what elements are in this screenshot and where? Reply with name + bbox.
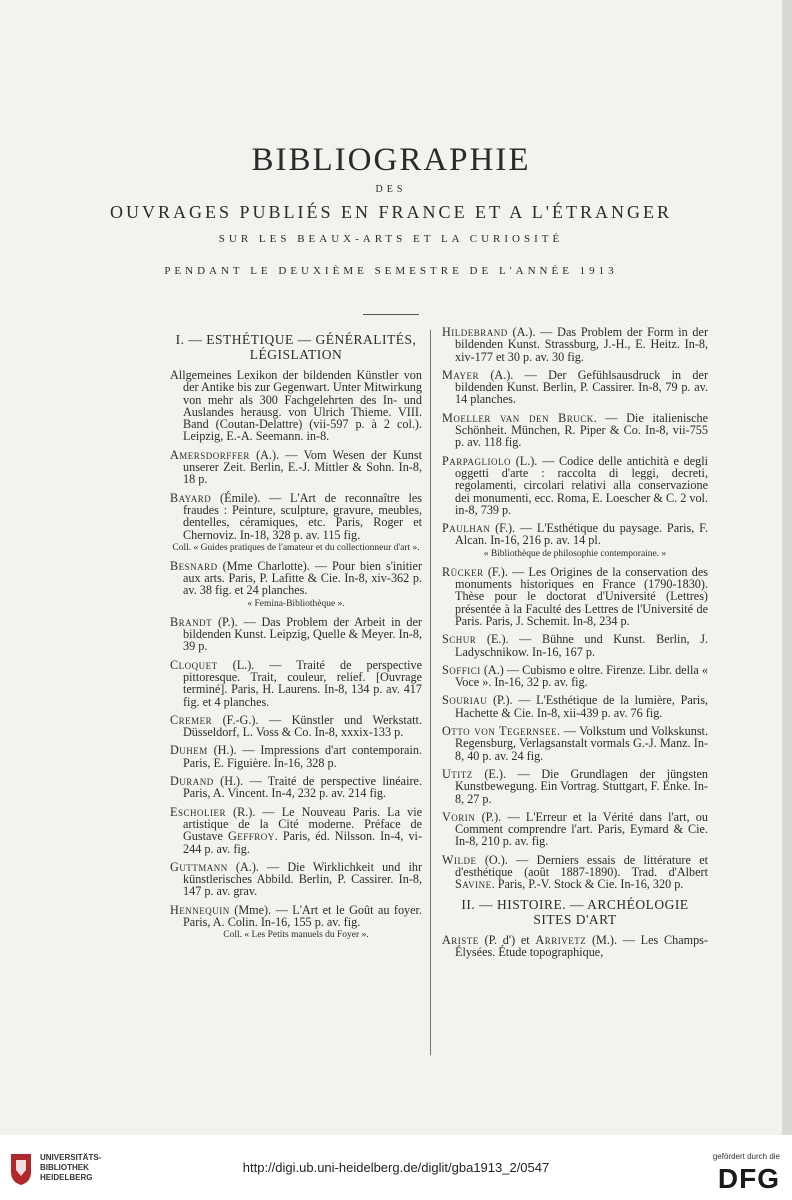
series-note: Coll. « Les Petits manuels du Foyer ». [223,930,369,941]
funding-caption: gefördert durch die [712,1152,780,1161]
bib-entry [442,694,708,719]
author: Moeller van den Bruck [442,410,594,425]
subtitle-ouvrages: OUVRAGES PUBLIÉS EN FRANCE ET A L'ÉTRANGER [110,202,672,222]
entry-text: . — Die italienische Schönheit. München, R. Piper & Co. In-8, vii-755 p. av. 118 fig. [455,410,708,450]
preface-author: Geffroy [227,829,275,844]
entry-text: . Paris, éd. Nilsson. In-4, vi-244 p. av. fig. [183,829,423,856]
source-url[interactable]: http://digi.ub.uni-heidelberg.de/diglit/gba1913_2/0547 [242,1160,550,1175]
translator: Savine [455,877,492,892]
author: Soffici [442,662,481,677]
bib-entry [442,566,708,627]
author: Vorin [442,809,476,824]
bib-entry [170,659,422,708]
bib-entry: Allgemeines Lexikon der bildenden Künstler von der Antike bis zur Gegenwart. Unter Mitwirkung von mehr als 300 Fachgelehrten des In- und Auslandes herausg. von Ulrich Thieme. VIII. Band (Coutan-Delattre) (vii-597 p. à 2 col.). Leipzig, E.-A. Seemann. in-8. [170,368,422,444]
bib-entry [170,714,422,739]
entry-text: (E.). — Die Grundlagen der jüngsten Kunstbewegung. Ein Vortrag. Stuttgart, F. Enke. In-8, 27 p. [455,766,708,806]
entry-text: (P.). — Das Problem der Arbeit in der bildenden Kunst. Leipzig, Quelle & Meyer. In-8, 39 p. [183,614,422,654]
series-note: « Femina-Bibliothèque ». [247,598,345,609]
entry-text: (F.-G.). — Künstler und Werkstatt. Düsseldorf, L. Voss & Co. In-8, xxxix-133 p. [183,712,422,740]
subtitle-des: DES [375,184,407,195]
subtitle-pendant: PENDANT LE DEUXIÈME SEMESTRE DE L'ANNÉE 1913 [164,265,618,277]
author: Guttmann [170,859,228,874]
bib-entry [442,455,708,516]
author: Durand [170,774,214,789]
subtitle-sur: SUR LES BEAUX-ARTS ET LA CURIOSITÉ [218,233,564,245]
entry-text: (R.). — Le Nouveau Paris. La vie artistique de la Cité moderne. Préface de Gustave [183,804,422,844]
entry-text: (H.). — Impressions d'art contemporain. Paris, E. Figuière. In-16, 328 p. [183,743,422,770]
dfg-logo: DFG [717,1163,780,1194]
entry-text: (H.). — Traité de perspective linéaire. Paris, A. Vincent. In-4, 232 p. av. 214 fig. [183,774,422,801]
section-heading-2: II. — HISTOIRE. — ARCHÉOLOGIE SITES D'ART [461,896,689,927]
author: Brandt [170,614,213,629]
bib-entry [442,412,708,449]
author: Otto von Tegernsee [442,724,558,739]
entry-text: (O.). — Derniers essais de littérature et d'esthétique (août 1887-1890). Trad. d'Albert [455,852,708,879]
author: Amersdorffer [170,447,250,462]
author: Rücker [442,564,484,579]
bib-entry [442,768,708,805]
author: Ariste [442,932,479,947]
bib-entry [442,854,708,891]
bib-entry [170,616,422,653]
author: Paulhan [442,521,491,536]
author: Schur [442,632,477,647]
author: Cremer [170,712,213,727]
author: Arrivetz [535,932,587,947]
author: Hennequin [170,902,230,917]
bib-entry [170,806,422,855]
author: Duhem [170,743,208,758]
entry-text: (P.). — L'Erreur et la Vérité dans l'art, ou Comment comprendre l'art. Paris, Eymard & Cie. In-8, 210 p. av. fig. [455,809,708,849]
bib-entry [442,326,708,363]
library-line: UNIVERSITÄTS- [40,1153,102,1162]
author: Escholier [170,804,226,819]
entry-text: (P.). — L'Esthétique de la lumière, Paris, Hachette & Cie. In-8, xii-439 p. av. 76 fig. [455,693,708,720]
bib-entry [442,633,708,658]
page-title: BIBLIOGRAPHIE [251,142,531,178]
author: Cloquet [170,657,218,672]
entry-text: (F.). — L'Esthétique du paysage. Paris, F. Alcan. In-16, 216 p. av. 14 pl. [455,521,708,548]
author: Wilde [442,852,477,867]
entry-text: (M.). — Les Champs-Élysées. Étude topographique, [455,932,708,959]
bib-entry [442,934,708,959]
author: Parpagliolo [442,453,511,468]
entry-text: (A.). — Der Gefühlsausdruck in der bildenden Kunst. Berlin, P. Cassirer. In-8, 79 p. av. 14 planches. [455,367,708,407]
bib-entry [442,725,708,762]
entry-text: (F.). — Les Origines de la conservation des monuments historiques en France (1790-1830). Thèse pour le doctorat d'Université (Lettres) présentée à la Faculté des Lettres de l'Université de Paris. Paris, J. Schemit. In-8, 234 p. [455,564,708,628]
left-column [170,326,422,947]
bib-entry [170,560,422,597]
entry-text: . — Volkstum und Volkskunst. Regensburg, Verlagsanstalt vormals G.-J. Manz. In-8, 40 p. av. 24 fig. [455,724,708,763]
bib-entry [442,522,708,547]
bib-entry [170,775,422,800]
entry-text: (L.). — Traité de perspective pittoresque. Trait, couleur, relief. [Ouvrage terminé]. Paris, H. Laurens. In-8, 134 p. av. 417 fig. et 4 planches. [183,657,422,709]
page-edge [782,0,792,1135]
author: Mayer [442,367,480,382]
entry-text: . Paris, P.-V. Stock & Cie. In-16, 320 p. [491,877,684,892]
entry-text: (L.). — Codice delle antichità e degli oggetti d'arte : raccolta di leggi, decreti, regolamenti, circolari relativi alla conservazione dei monumenti, ecc. Roma, E. Loescher & C. 2 vol. in-8, 739 p. [455,453,708,517]
bib-entry [170,744,422,769]
bib-entry [170,449,422,486]
author: Souriau [442,693,488,708]
entry-text: (A.). — Die Wirklichkeit und ihr künstlerisches Abbild. Berlin, P. Cassirer. In-8, 147 p. av. grav. [183,859,422,899]
author: Hildebrand [442,325,508,339]
entry-text: (Mme Charlotte). — Pour bien s'initier aux arts. Paris, P. Lafitte & Cie. In-8, xiv-362 p. av. 38 fig. et 24 planches. [183,558,422,598]
entry-text: (A.) — Cubismo e oltre. Firenze. Libr. della « Voce ». In-16, 32 p. av. fig. [455,662,708,690]
entry-text: (A.). — Vom Wesen der Kunst unserer Zeit. Berlin, E.-J. Mittler & Sohn. In-8, 18 p. [183,447,422,487]
series-note: Coll. « Guides pratiques de l'amateur et du collectionneur d'art ». [172,542,420,553]
title-rule [363,314,419,315]
entry-text: (Mme). — L'Art et le Goût au foyer. Paris, A. Colin. In-16, 155 p. av. fig. [183,902,422,929]
entry-text: (A.). — Das Problem der Form in der bildenden Kunst. Strassburg, J.-H., E. Heitz. In-8, xiv-177 et 30 p. av. 30 fig. [455,325,708,364]
author: Bayard [170,490,212,505]
author: Utitz [442,766,473,781]
bib-entry [442,811,708,848]
bib-entry [170,904,422,929]
bib-entry [442,369,708,406]
column-divider [430,330,431,1055]
bib-entry [170,861,422,898]
author: Besnard [170,558,218,573]
bib-entry [170,492,422,541]
right-column [442,326,708,964]
library-line: BIBLIOTHEK [40,1163,89,1172]
section-heading: I. — ESTHÉTIQUE — GÉNÉRALITÉS, LÉGISLATION [175,332,417,362]
entry-text: (P. d') et [478,932,536,947]
series-note: « Bibliothèque de philosophie contemporaine. » [483,548,667,559]
entry-text: (E.). — Bühne und Kunst. Berlin, J. Ladyschnikow. In-16, 167 p. [455,632,708,659]
bib-entry [442,664,708,689]
library-line: HEIDELBERG [40,1173,93,1182]
entry-text: (Émile). — L'Art de reconnaître les fraudes : Peinture, sculpture, gravure, meubles, dentelles, céramiques, etc. Paris, Roger et Chernoviz. In-18, 328 p. av. 115 fig. [183,490,422,542]
